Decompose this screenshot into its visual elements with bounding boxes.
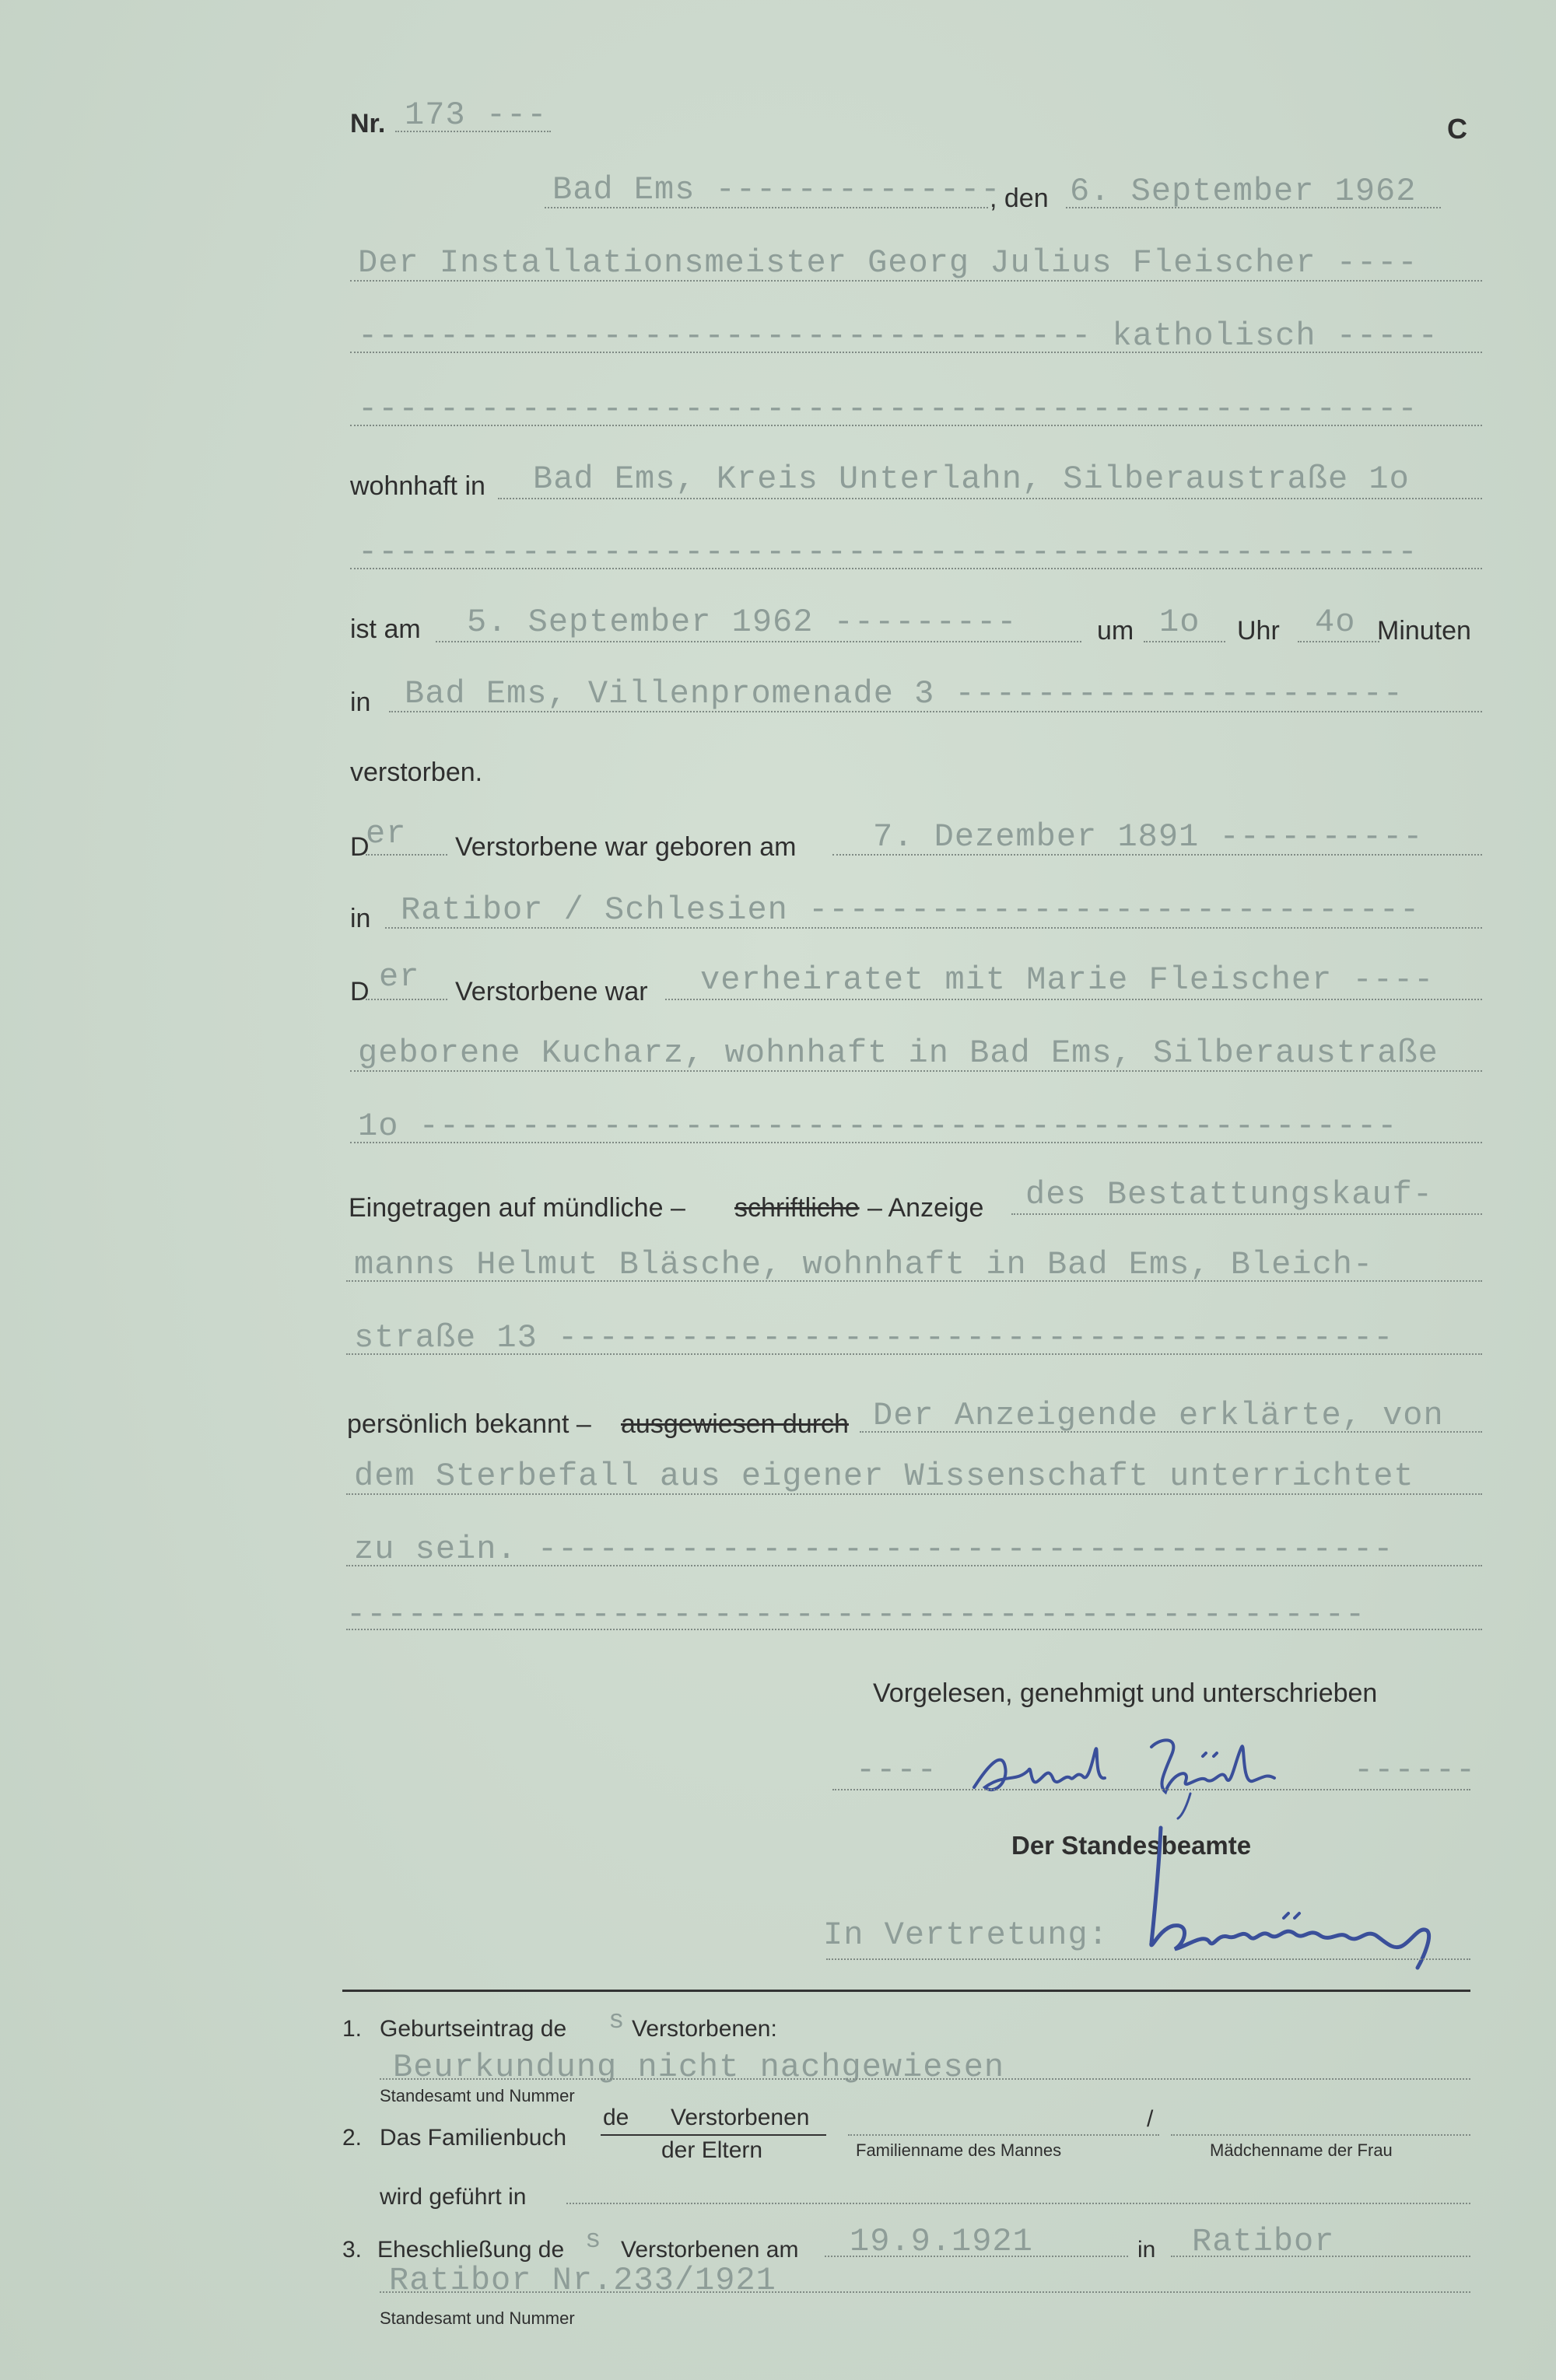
sig-dashes-right: ------ bbox=[1354, 1752, 1477, 1789]
footer-item1-label2: Verstorbenen: bbox=[632, 2016, 777, 2042]
birth-record-value: Beurkundung nicht nachgewiesen bbox=[393, 2049, 1005, 2086]
place-line bbox=[545, 207, 988, 208]
deceased-line-3: ---------------------------------------------------- bbox=[358, 390, 1418, 428]
familyname-divider: / bbox=[1147, 2106, 1154, 2132]
familyname-man-rule bbox=[848, 2134, 1159, 2136]
minutes-rule bbox=[1298, 641, 1379, 642]
minuten-label: Minuten bbox=[1377, 616, 1471, 646]
birth-text-label: Verstorbene war geboren am bbox=[455, 832, 797, 862]
registrar-sig-rule bbox=[826, 1958, 1470, 1960]
identity-line-3: zu sein. ------------------------------------------ bbox=[354, 1531, 1394, 1568]
birth-date: 7. Dezember 1891 ---------- bbox=[873, 818, 1424, 856]
death-hour: 1o bbox=[1159, 604, 1200, 641]
death-date-rule bbox=[436, 641, 1081, 642]
marriage-record-value: Ratibor Nr.233/1921 bbox=[389, 2262, 776, 2299]
marriage-line-2: geborene Kucharz, wohnhaft in Bad Ems, Silberaustraße bbox=[358, 1034, 1439, 1072]
deceased-rule-3 bbox=[350, 425, 1482, 426]
identity-line-1: Der Anzeigende erklärte, von bbox=[873, 1397, 1444, 1434]
report-line-2: manns Helmut Bläsche, wohnhaft in Bad Ems, Bleich- bbox=[354, 1246, 1374, 1283]
marriage-article: er bbox=[379, 958, 420, 996]
birth-d-label: D bbox=[350, 832, 370, 862]
verstorben-label: verstorben. bbox=[350, 758, 483, 787]
birth-article: er bbox=[366, 815, 407, 852]
uhr-label: Uhr bbox=[1237, 616, 1280, 646]
birth-date-rule bbox=[832, 854, 1482, 856]
marriage-article-rule bbox=[366, 999, 447, 1000]
form-letter: C bbox=[1447, 113, 1467, 145]
den-label: , den bbox=[990, 184, 1049, 213]
death-minutes: 4o bbox=[1315, 604, 1356, 641]
report-label-struck: schriftliche bbox=[734, 1193, 860, 1223]
maidenname-woman-rule bbox=[1171, 2134, 1470, 2136]
birth-in-label: in bbox=[350, 904, 371, 933]
nr-value: 173 --- bbox=[405, 96, 548, 134]
residence-value: Bad Ems, Kreis Unterlahn, Silberaustraße 1o bbox=[533, 460, 1410, 498]
death-place-rule bbox=[389, 711, 1482, 712]
report-label-end: – Anzeige bbox=[867, 1193, 984, 1223]
informant-signature bbox=[957, 1719, 1346, 1820]
nr-line bbox=[395, 131, 551, 132]
um-label: um bbox=[1097, 616, 1134, 646]
familybook-kept-rule bbox=[566, 2203, 1470, 2204]
marriage-in-label: in bbox=[1137, 2237, 1156, 2263]
footer-item3-suffix: s bbox=[585, 2226, 602, 2256]
identity-line-4: -------------------------------------------------- bbox=[346, 1596, 1366, 1633]
birth-record-caption: Standesamt und Nummer bbox=[380, 2086, 575, 2105]
registrar-signature bbox=[1128, 1812, 1470, 1983]
birth-record-rule bbox=[380, 2078, 1470, 2080]
footer-item3-label: Eheschließung de bbox=[377, 2237, 565, 2263]
death-place: Bad Ems, Villenpromenade 3 ---------------------- bbox=[405, 675, 1404, 712]
residence-label: wohnhaft in bbox=[350, 471, 485, 501]
footer-item2-label: Das Familienbuch bbox=[380, 2125, 567, 2151]
marriage-line-1: verheiratet mit Marie Fleischer ---- bbox=[700, 961, 1435, 999]
marriage-place: Ratibor bbox=[1192, 2223, 1335, 2260]
marriage-rule-2 bbox=[350, 1070, 1482, 1072]
marriage-record-rule bbox=[380, 2291, 1470, 2293]
marriage-line-3: 1o ------------------------------------------------ bbox=[358, 1108, 1398, 1145]
familybook-option-verstorbenen: Verstorbenen bbox=[671, 2105, 810, 2130]
marriage-record-caption: Standesamt und Nummer bbox=[380, 2308, 575, 2328]
footer-item1-suffix: s bbox=[608, 2007, 626, 2036]
footer-item1-label: Geburtseintrag de bbox=[380, 2016, 567, 2042]
marriage-date: 19.9.1921 bbox=[850, 2223, 1033, 2260]
report-rule-2 bbox=[346, 1280, 1482, 1282]
birth-place: Ratibor / Schlesien ------------------------------ bbox=[401, 891, 1421, 929]
familybook-option-de: de bbox=[603, 2105, 629, 2130]
marriage-text-label: Verstorbene war bbox=[455, 977, 648, 1006]
death-in-label: in bbox=[350, 688, 371, 717]
sig-dashes-left: ---- bbox=[856, 1752, 937, 1789]
footer-separator bbox=[342, 1990, 1470, 1992]
marriage-rule-1 bbox=[665, 999, 1482, 1000]
death-date: 5. September 1962 --------- bbox=[467, 604, 1018, 641]
birth-place-rule bbox=[385, 927, 1482, 929]
in-vertretung-label: In Vertretung: bbox=[823, 1916, 1109, 1954]
footer-item1-num: 1. bbox=[342, 2016, 363, 2042]
identity-rule-4 bbox=[346, 1629, 1482, 1630]
footer-item3-label2: Verstorbenen am bbox=[621, 2237, 799, 2263]
birth-article-rule bbox=[366, 854, 447, 856]
familybook-option-eltern: der Eltern bbox=[661, 2137, 763, 2163]
marriage-place-rule bbox=[1171, 2256, 1470, 2257]
marriage-d-label: D bbox=[350, 977, 370, 1006]
deceased-line-2: ------------------------------------ katholisch ----- bbox=[358, 317, 1439, 355]
approved-label: Vorgelesen, genehmigt und unterschrieben bbox=[873, 1678, 1378, 1708]
residence-line-2: ---------------------------------------------------- bbox=[358, 534, 1418, 571]
deceased-rule-2 bbox=[350, 352, 1482, 353]
marriage-rule-3 bbox=[350, 1142, 1482, 1143]
deceased-rule-1 bbox=[350, 280, 1482, 282]
report-rule-3 bbox=[346, 1353, 1482, 1355]
nr-label: Nr. bbox=[350, 109, 386, 138]
familybook-fraction-rule bbox=[601, 2134, 826, 2136]
report-line-3: straße 13 ----------------------------------------- bbox=[354, 1319, 1394, 1356]
report-label-start: Eingetragen auf mündliche – bbox=[349, 1193, 685, 1223]
maidenname-woman-caption: Mädchenname der Frau bbox=[1210, 2140, 1393, 2160]
footer-item2-num: 2. bbox=[342, 2125, 363, 2151]
identity-rule-2 bbox=[346, 1493, 1482, 1495]
record-date: 6. September 1962 bbox=[1070, 173, 1417, 210]
informant-sig-rule bbox=[832, 1789, 1470, 1790]
identity-rule-1 bbox=[860, 1431, 1482, 1433]
place-value: Bad Ems -------------- bbox=[552, 171, 1001, 208]
hour-rule bbox=[1144, 641, 1225, 642]
registrar-label: Der Standesbeamte bbox=[1011, 1831, 1252, 1860]
identity-label-start: persönlich bekannt – bbox=[347, 1409, 591, 1439]
date-line bbox=[1066, 207, 1441, 208]
marriage-date-rule bbox=[825, 2256, 1128, 2257]
show-through-text bbox=[786, 1692, 792, 1718]
report-rule-1 bbox=[1011, 1213, 1482, 1215]
familybook-kept-label: wird geführt in bbox=[380, 2184, 527, 2210]
footer-item3-num: 3. bbox=[342, 2237, 363, 2263]
identity-line-2: dem Sterbefall aus eigener Wissenschaft unterrichtet bbox=[354, 1458, 1414, 1495]
residence-rule-2 bbox=[350, 568, 1482, 569]
ist-am-label: ist am bbox=[350, 614, 421, 644]
identity-rule-3 bbox=[346, 1565, 1482, 1566]
identity-label-struck: ausgewiesen durch bbox=[621, 1409, 849, 1439]
deceased-line-1: Der Installationsmeister Georg Julius Fleischer ---- bbox=[358, 244, 1418, 282]
residence-rule-1 bbox=[498, 498, 1482, 499]
familyname-man-caption: Familienname des Mannes bbox=[856, 2140, 1062, 2160]
report-line-1: des Bestattungskauf- bbox=[1025, 1176, 1434, 1213]
